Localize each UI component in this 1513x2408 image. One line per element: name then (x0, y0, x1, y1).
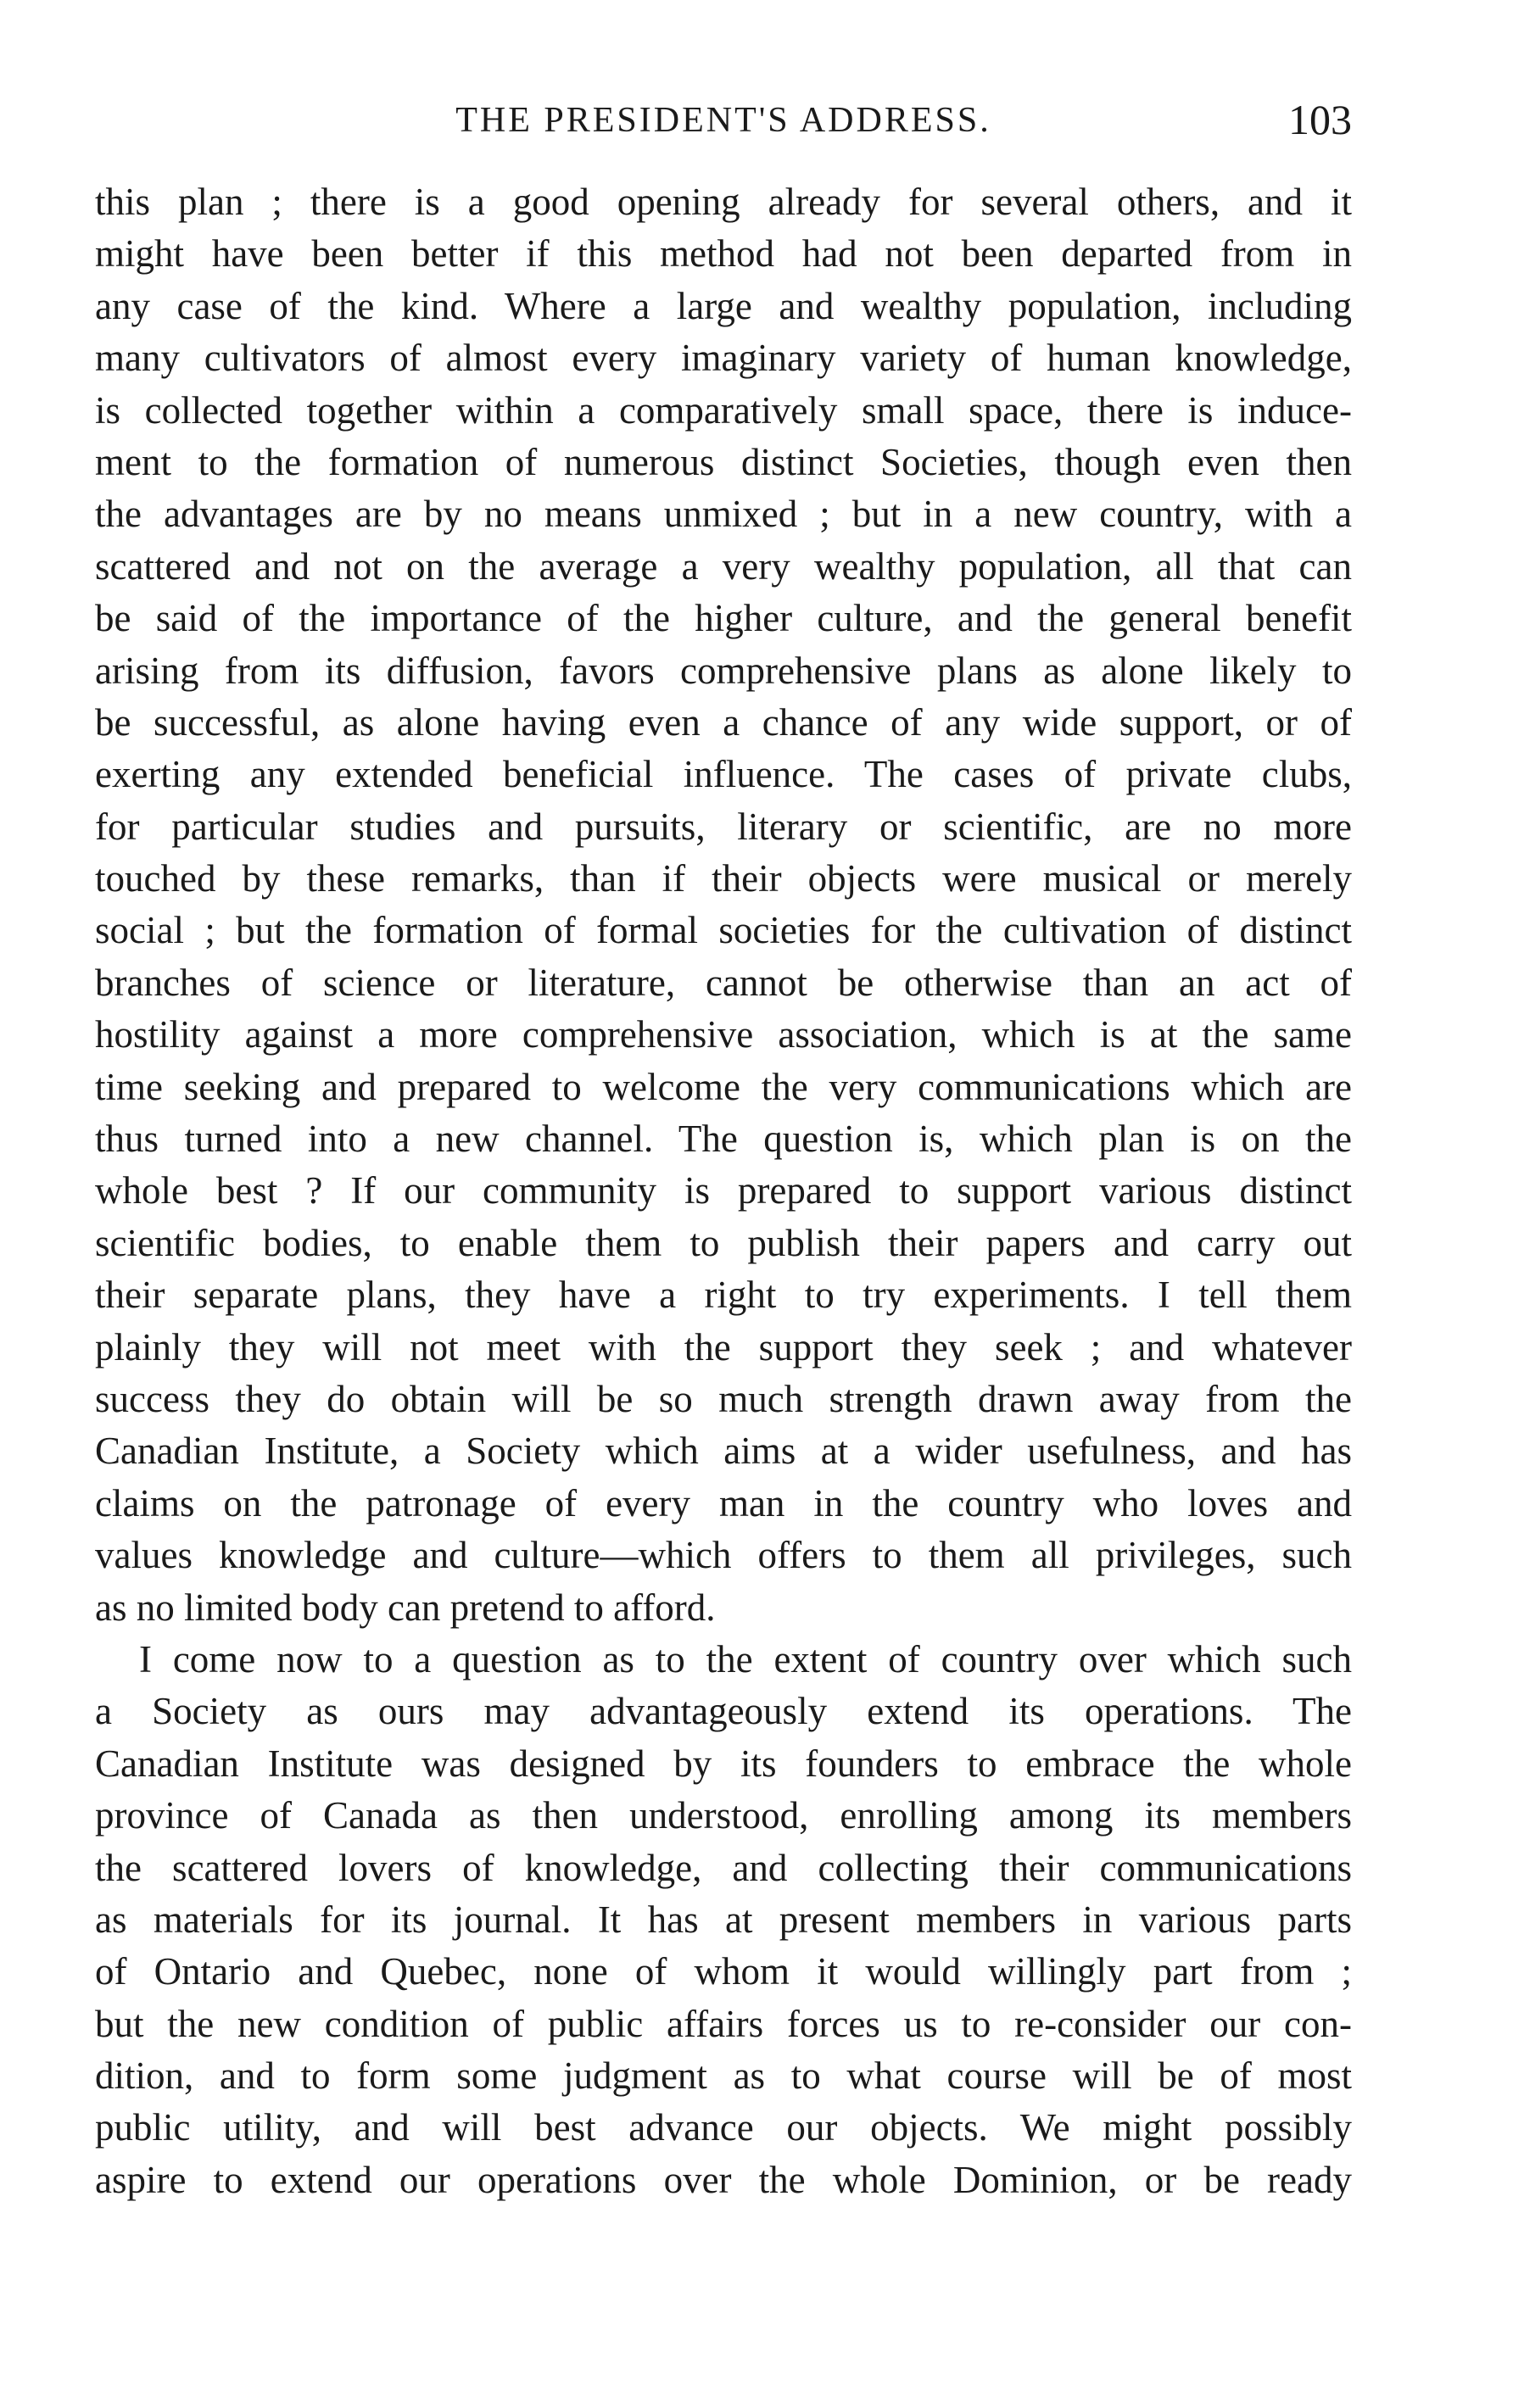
running-head (95, 95, 1352, 146)
text-line: plainly they will not meet with the support they seek ; and whatever (95, 1325, 1352, 1368)
text-line: but the new condition of public affairs forces us to re-consider our con- (95, 2002, 1352, 2045)
text-line: values knowledge and culture—which offers to them all privileges, such (95, 1534, 1352, 1577)
text-line: arising from its diffusion, favors comprehensive plans as alone likely to (95, 649, 1352, 692)
text-line: be said of the importance of the higher culture, and the general benefit (95, 597, 1352, 640)
text-line: might have been better if this method had not been departed from in (95, 232, 1352, 276)
text-line: the advantages are by no means unmixed ; but in a new country, with a (95, 493, 1352, 536)
text-line: Canadian Institute was designed by its founders to embrace the whole (95, 1742, 1352, 1785)
text-line: touched by these remarks, than if their objects were musical or merely (95, 857, 1352, 900)
text-line: hostility against a more comprehensive association, which is at the same (95, 1013, 1352, 1056)
text-line: aspire to extend our operations over the whole Dominion, or be ready (95, 2158, 1352, 2201)
text-line: be successful, as alone having even a chance of any wide support, or of (95, 700, 1352, 744)
text-line: branches of science or literature, cannot be otherwise than an act of (95, 961, 1352, 1004)
text-line: for particular studies and pursuits, literary or scientific, are no more (95, 805, 1352, 848)
body-text (95, 176, 1352, 2206)
text-line: any case of the kind. Where a large and wealthy population, including (95, 284, 1352, 327)
text-line: province of Canada as then understood, enrolling among its members (95, 1794, 1352, 1837)
text-line: Canadian Institute, a Society which aims at a wider usefulness, and has (95, 1430, 1352, 1473)
text-line: scattered and not on the average a very wealthy population, all that can (95, 544, 1352, 588)
text-line: as materials for its journal. It has at present members in various parts (95, 1898, 1352, 1941)
text-line: this plan ; there is a good opening already for several others, and it (95, 181, 1352, 223)
text-line: is collected together within a comparatively small space, there is induce- (95, 388, 1352, 432)
text-line: whole best ? If our community is prepared to support various distinct (95, 1169, 1352, 1212)
text-line: thus turned into a new channel. The question is, which plan is on the (95, 1118, 1352, 1161)
text-line: dition, and to form some judgment as to what course will be of most (95, 2054, 1352, 2098)
page-number: 103 (1288, 96, 1352, 143)
text-line: I come now to a question as to the extent of country over which such (139, 1637, 1352, 1681)
text-line: ment to the formation of numerous distinct Societies, though even then (95, 440, 1352, 483)
text-line: social ; but the formation of formal societies for the cultivation of distinct (95, 909, 1352, 952)
text-line: success they do obtain will be so much strength drawn away from the (95, 1377, 1352, 1420)
text-line: of Ontario and Quebec, none of whom it would willingly part from ; (95, 1950, 1352, 1993)
text-line: claims on the patronage of every man in the country who loves and (95, 1481, 1352, 1525)
text-line: public utility, and will best advance our objects. We might possibly (95, 2106, 1352, 2149)
running-title: THE PRESIDENT'S ADDRESS. (455, 101, 991, 140)
text-line: scientific bodies, to enable them to publish their papers and carry out (95, 1221, 1352, 1264)
text-line: exerting any extended beneficial influence. The cases of private clubs, (95, 753, 1352, 796)
text-line: a Society as ours may advantageously extend its operations. The (95, 1690, 1352, 1733)
text-line: time seeking and prepared to welcome the very communications which are (95, 1065, 1352, 1108)
text-line: many cultivators of almost every imaginary variety of human knowledge, (95, 337, 1352, 380)
text-line: the scattered lovers of knowledge, and collecting their communications (95, 1846, 1352, 1889)
text-line: as no limited body can pretend to afford. (95, 1586, 716, 1629)
text-line: their separate plans, they have a right to try experiments. I tell them (95, 1274, 1352, 1317)
